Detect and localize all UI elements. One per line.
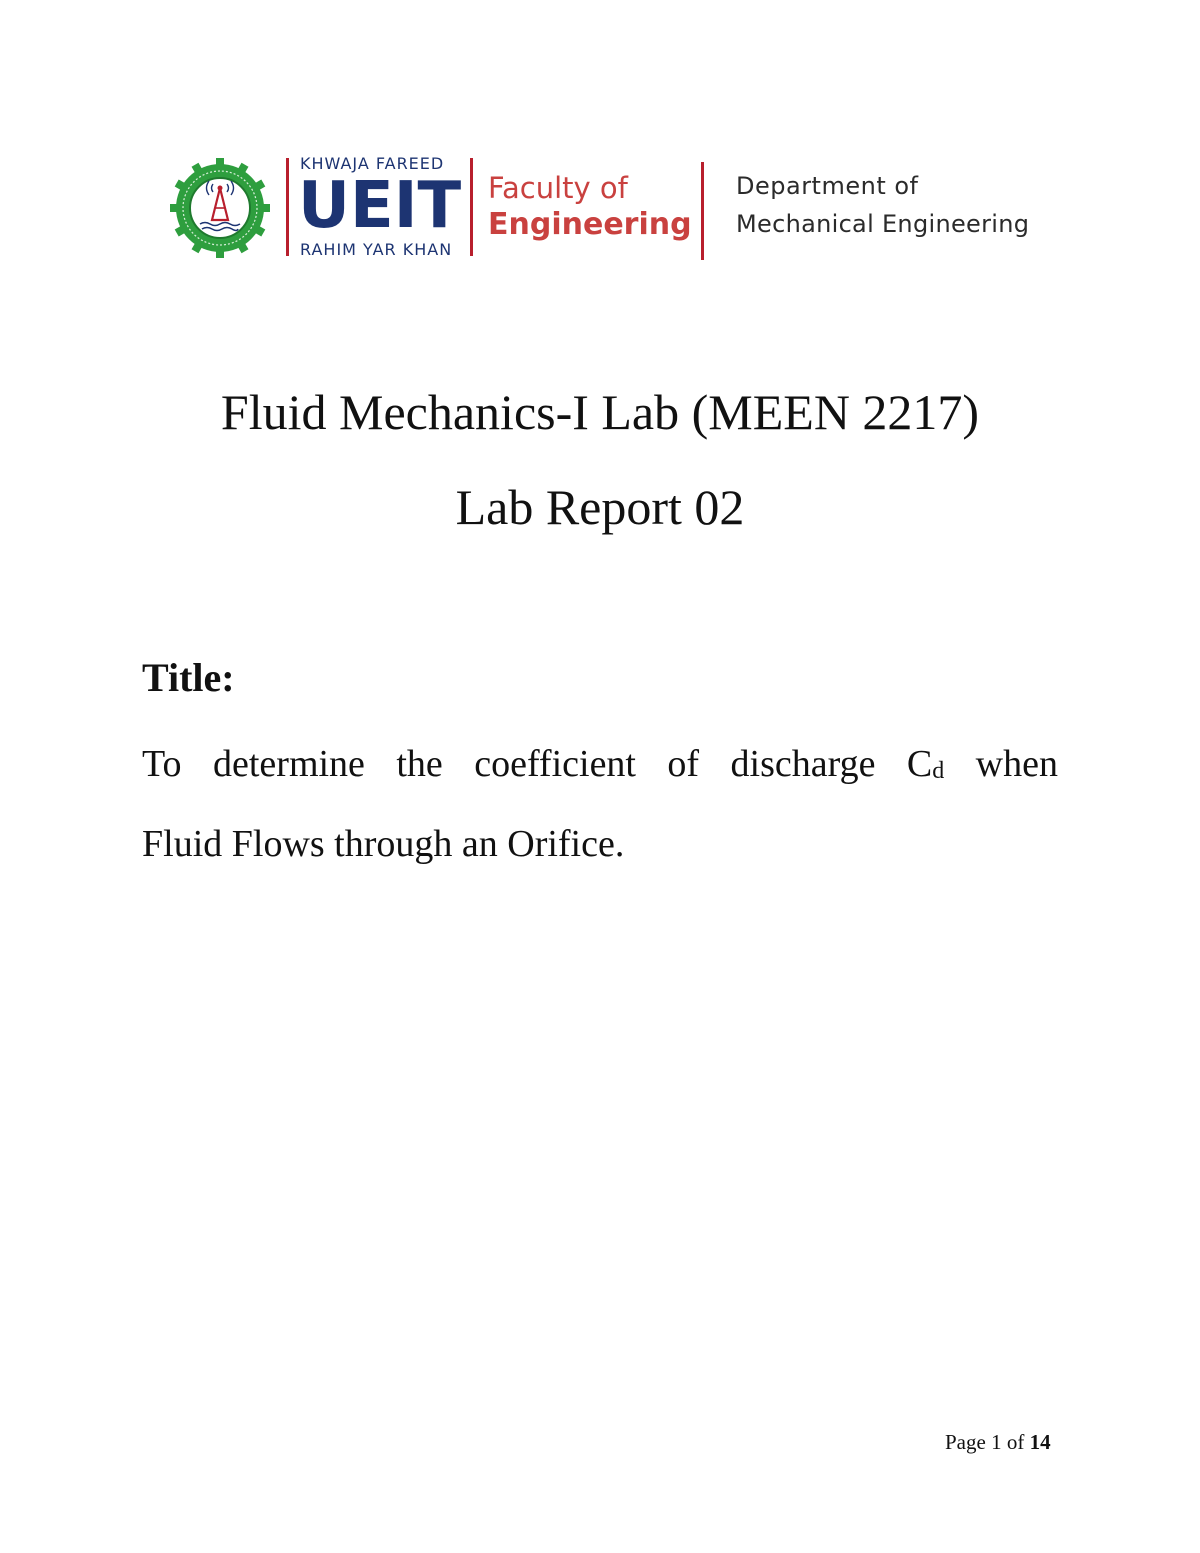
title-line1-end: when <box>944 743 1058 785</box>
faculty-name-line2: Engineering <box>488 207 692 242</box>
header-divider <box>470 158 473 256</box>
university-acronym: UEIT <box>298 169 462 243</box>
department-name <box>736 168 1029 244</box>
course-title: Fluid Mechanics-I Lab (MEEN 2217) <box>220 384 980 440</box>
report-title-line2: Fluid Flows through an Orifice. <box>142 823 625 865</box>
report-title-line1 <box>142 728 1058 808</box>
page-current: 1 <box>991 1430 1002 1454</box>
header-divider <box>701 162 704 260</box>
department-name-line1: Department of <box>736 172 919 200</box>
title-label: Title: <box>142 655 235 700</box>
university-location: RAHIM YAR KHAN <box>300 240 453 259</box>
university-logo-text <box>298 152 460 262</box>
report-number: Lab Report 02 <box>455 479 745 535</box>
faculty-name <box>488 170 692 244</box>
report-title-text <box>142 728 1058 881</box>
page-word: Page <box>945 1430 986 1454</box>
department-name-line2: Mechanical Engineering <box>736 210 1030 238</box>
university-name-top: KHWAJA FAREED <box>300 154 445 173</box>
university-seal-icon <box>170 158 270 258</box>
page-number-footer <box>945 1428 1051 1456</box>
header-divider <box>286 158 289 256</box>
of-word: of <box>1006 1430 1025 1454</box>
faculty-name-line1: Faculty of <box>488 171 628 205</box>
header-logo-strip <box>170 150 1060 265</box>
title-line1-start: To determine the coefficient of discharge C <box>142 743 933 785</box>
subscript-d: d <box>932 758 945 784</box>
page-total: 14 <box>1029 1430 1051 1454</box>
